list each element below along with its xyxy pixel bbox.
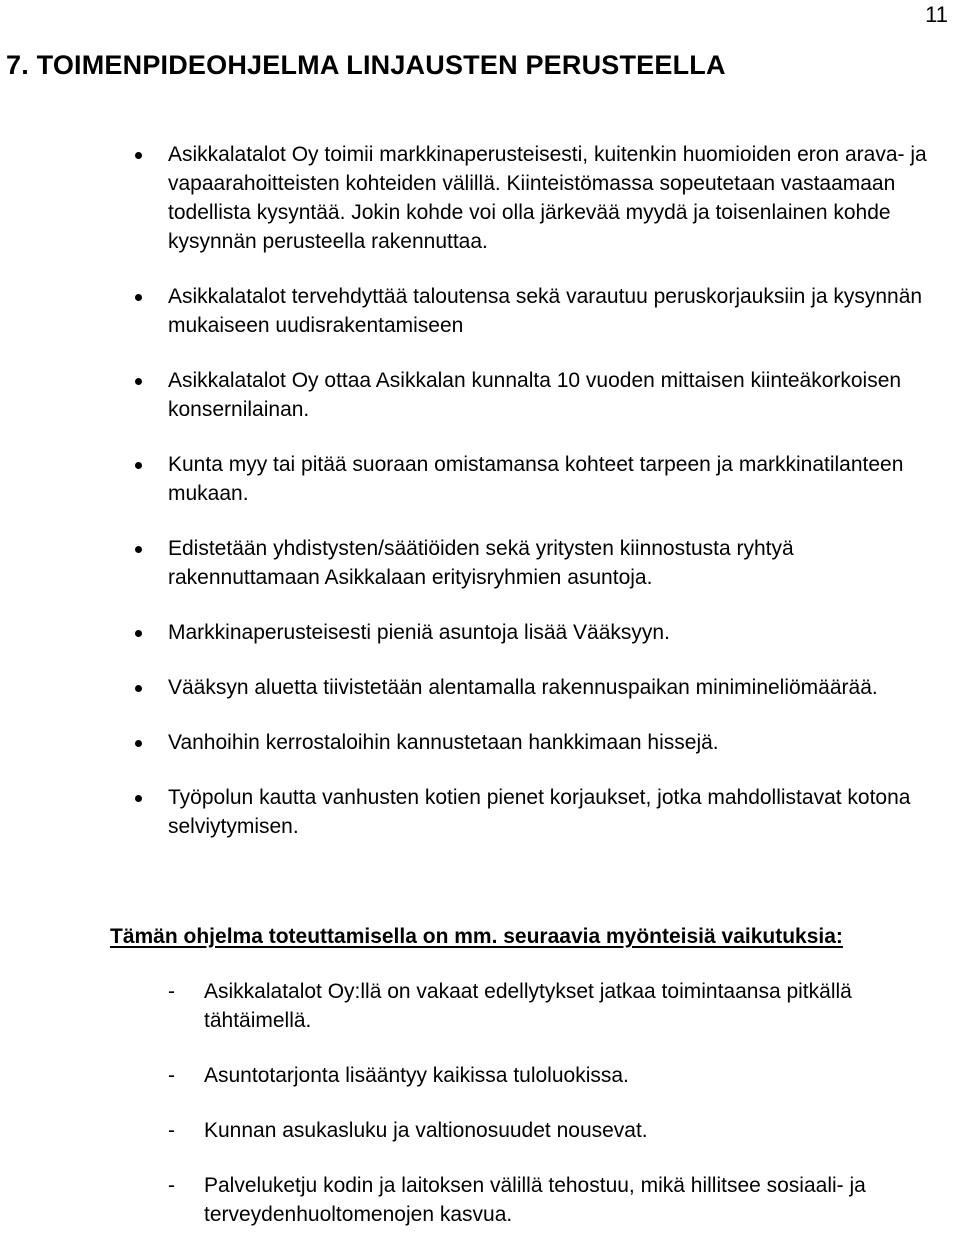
effects-heading: Tämän ohjelma toteuttamisella on mm. seuraavia myönteisiä vaikutuksia:: [110, 925, 843, 948]
page-number: 11: [925, 2, 948, 27]
bullet-text: Asikkalatalot Oy ottaa Asikkalan kunnalta 10 vuoden mittaisen kiinteäkorkoisen konsernilainan.: [168, 369, 902, 421]
bullet-icon: [135, 294, 142, 301]
effect-text: Palveluketju kodin ja laitoksen välillä tehostuu, mikä hillitsee sosiaali- ja terveydenhuoltomenojen kasvua.: [204, 1174, 866, 1226]
effect-item: [0, 1061, 960, 1090]
effects-list: [0, 977, 960, 1255]
bullet-item: [0, 450, 960, 508]
bullet-text: Edistetään yhdistysten/säätiöiden sekä yritysten kiinnostusta ryhtyä rakennuttamaan Asikkalaan erityisryhmien asuntoja.: [168, 537, 794, 589]
bullet-text: Työpolun kautta vanhusten kotien pienet korjaukset, jotka mahdollistavat kotona selviytymisen.: [168, 786, 911, 838]
bullet-icon: [135, 378, 142, 385]
effect-text: Kunnan asukasluku ja valtionosuudet nousevat.: [204, 1119, 648, 1142]
bullet-item: [0, 282, 960, 340]
bullet-icon: [135, 630, 142, 637]
effect-text: Asikkalatalot Oy:llä on vakaat edellytykset jatkaa toimintaansa pitkällä tähtäimellä.: [204, 980, 852, 1032]
dash-marker: -: [168, 980, 175, 1003]
bullet-item: [0, 728, 960, 757]
bullet-icon: [135, 152, 142, 159]
bullet-icon: [135, 546, 142, 553]
bullet-item: [0, 140, 960, 256]
effect-item: [0, 1171, 960, 1229]
bullet-item: [0, 783, 960, 841]
effect-item: [0, 977, 960, 1035]
effect-text: Asuntotarjonta lisääntyy kaikissa tuloluokissa.: [204, 1064, 629, 1087]
bullet-icon: [135, 685, 142, 692]
bullet-text: Vanhoihin kerrostaloihin kannustetaan hankkimaan hissejä.: [168, 731, 719, 754]
bullet-text: Markkinaperusteisesti pieniä asuntoja lisää Vääksyyn.: [168, 621, 670, 644]
bullet-text: Vääksyn aluetta tiivistetään alentamalla rakennuspaikan minimineliömäärää.: [168, 676, 878, 699]
bullet-icon: [135, 795, 142, 802]
dash-marker: -: [168, 1064, 175, 1087]
bullet-item: [0, 673, 960, 702]
effect-item: [0, 1116, 960, 1145]
bullet-icon: [135, 462, 142, 469]
bullet-text: Asikkalatalot tervehdyttää taloutensa sekä varautuu peruskorjauksiin ja kysynnän mukaiseen uudisrakentamiseen: [168, 285, 923, 337]
action-bullet-list: [0, 140, 960, 867]
dash-marker: -: [168, 1119, 175, 1142]
bullet-text: Asikkalatalot Oy toimii markkinaperusteisesti, kuitenkin huomioiden eron arava- ja vapaarahoitteisten kohteiden välillä. Kiinteistömassa sopeutetaan vastaamaan todellista kysyntää. Jokin kohde voi olla järkevää myydä ja toisenlainen kohde kysynnän perusteella rakennuttaa.: [168, 143, 927, 253]
bullet-item: [0, 618, 960, 647]
dash-marker: -: [168, 1174, 175, 1197]
bullet-text: Kunta myy tai pitää suoraan omistamansa kohteet tarpeen ja markkinatilanteen mukaan.: [168, 453, 904, 505]
section-title: 7. TOIMENPIDEOHJELMA LINJAUSTEN PERUSTEELLA: [6, 50, 726, 80]
bullet-item: [0, 366, 960, 424]
bullet-item: [0, 534, 960, 592]
bullet-icon: [135, 740, 142, 747]
